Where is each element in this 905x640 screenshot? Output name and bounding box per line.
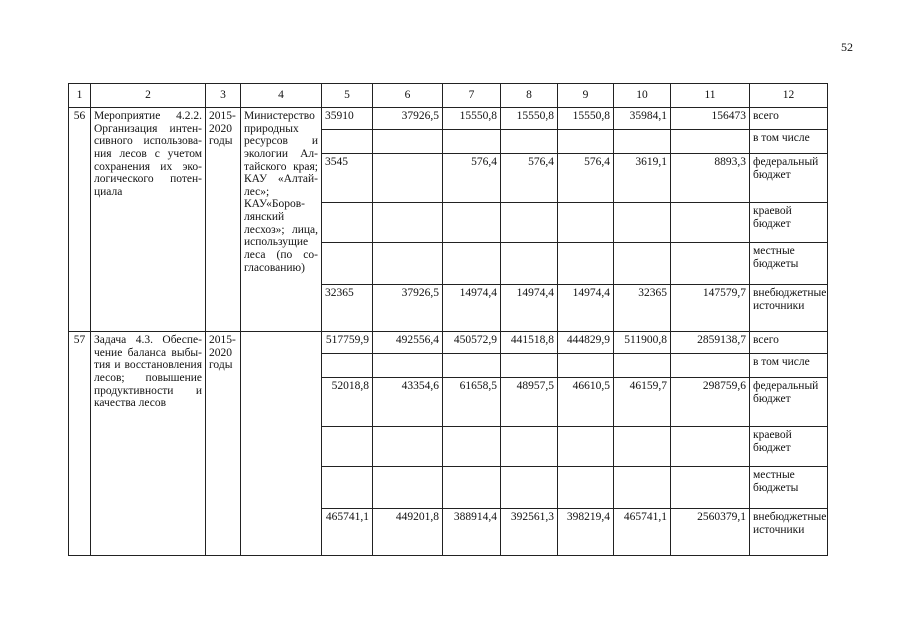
value-cell (501, 130, 558, 154)
value-cell: 298759,6 (671, 378, 750, 427)
value-cell (443, 243, 501, 285)
source-label: федеральный бюджет (750, 154, 828, 203)
value-cell (322, 354, 373, 378)
value-cell (558, 130, 614, 154)
value-cell: 147579,7 (671, 285, 750, 332)
source-label: федеральный бюджет (750, 378, 828, 427)
value-cell (558, 354, 614, 378)
source-label: внебюджетные источники (750, 509, 828, 556)
source-label: краевой бюджет (750, 203, 828, 243)
value-cell (501, 427, 558, 467)
header-cell: 9 (558, 84, 614, 108)
value-cell (443, 203, 501, 243)
value-cell: 392561,3 (501, 509, 558, 556)
page-number: 52 (841, 40, 853, 54)
value-cell (443, 467, 501, 509)
row-number: 56 (69, 108, 91, 332)
source-label: всего (750, 332, 828, 354)
header-cell: 10 (614, 84, 671, 108)
value-cell (373, 467, 443, 509)
value-cell (322, 427, 373, 467)
value-cell: 441518,8 (501, 332, 558, 354)
value-cell (501, 467, 558, 509)
value-cell: 388914,4 (443, 509, 501, 556)
value-cell (671, 243, 750, 285)
budget-table (68, 83, 828, 556)
value-cell: 2859138,7 (671, 332, 750, 354)
value-cell: 3619,1 (614, 154, 671, 203)
value-cell: 450572,9 (443, 332, 501, 354)
value-cell (558, 203, 614, 243)
value-cell (614, 243, 671, 285)
value-cell: 511900,8 (614, 332, 671, 354)
value-cell: 2560379,1 (671, 509, 750, 556)
header-row (69, 84, 828, 108)
source-label: в том числе (750, 130, 828, 154)
value-cell (373, 427, 443, 467)
value-cell: 576,4 (501, 154, 558, 203)
measure-name: Задача 4.3. Обеспечение баланса выбытия и восстановления лесов; повышение продуктивности и качества лесов (91, 332, 206, 556)
source-label: в том числе (750, 354, 828, 378)
value-cell: 3545 (322, 154, 373, 203)
table-body (69, 84, 828, 556)
value-cell: 35984,1 (614, 108, 671, 130)
value-cell (558, 243, 614, 285)
header-cell: 3 (206, 84, 241, 108)
value-cell: 15550,8 (443, 108, 501, 130)
value-cell: 32365 (614, 285, 671, 332)
value-cell (443, 130, 501, 154)
value-cell: 46159,7 (614, 378, 671, 427)
value-cell (322, 203, 373, 243)
value-cell: 8893,3 (671, 154, 750, 203)
header-cell: 4 (241, 84, 322, 108)
header-cell: 5 (322, 84, 373, 108)
value-cell (501, 354, 558, 378)
value-cell (671, 354, 750, 378)
value-cell: 61658,5 (443, 378, 501, 427)
executor: Министерство природных ресурсов и экологии Алтайского края; КАУ «Алтайлес»; КАУ«Боровлянский лесхоз»; лица, использущие леса (по согласованию) (241, 108, 322, 332)
value-cell: 465741,1 (614, 509, 671, 556)
value-cell: 576,4 (443, 154, 501, 203)
value-cell: 576,4 (558, 154, 614, 203)
value-cell: 37926,5 (373, 285, 443, 332)
value-cell (501, 203, 558, 243)
header-cell: 11 (671, 84, 750, 108)
executor (241, 332, 322, 556)
value-cell (373, 130, 443, 154)
value-cell: 517759,9 (322, 332, 373, 354)
value-cell (671, 130, 750, 154)
value-cell: 444829,9 (558, 332, 614, 354)
value-cell (443, 427, 501, 467)
value-cell: 32365 (322, 285, 373, 332)
value-cell (614, 130, 671, 154)
value-cell: 15550,8 (558, 108, 614, 130)
value-cell (558, 427, 614, 467)
value-cell (671, 467, 750, 509)
value-cell (322, 243, 373, 285)
value-cell: 46610,5 (558, 378, 614, 427)
value-cell: 14974,4 (558, 285, 614, 332)
value-cell (373, 243, 443, 285)
value-cell (614, 203, 671, 243)
value-cell: 52018,8 (322, 378, 373, 427)
measure-name: Мероприятие 4.2.2. Организация интенсивного использования лесов с учетом сохранения их экологического потенциала (91, 108, 206, 332)
value-cell (373, 203, 443, 243)
value-cell: 398219,4 (558, 509, 614, 556)
value-cell (671, 203, 750, 243)
value-cell: 14974,4 (443, 285, 501, 332)
period: 2015-2020 годы (206, 108, 241, 332)
value-cell: 156473 (671, 108, 750, 130)
value-cell (322, 130, 373, 154)
value-cell: 35910 (322, 108, 373, 130)
value-cell (614, 467, 671, 509)
header-cell: 6 (373, 84, 443, 108)
value-cell (671, 427, 750, 467)
value-cell: 492556,4 (373, 332, 443, 354)
table-row (69, 332, 828, 354)
value-cell: 14974,4 (501, 285, 558, 332)
value-cell: 37926,5 (373, 108, 443, 130)
value-cell (373, 354, 443, 378)
value-cell (558, 467, 614, 509)
source-label: внебюджетные источники (750, 285, 828, 332)
header-cell: 12 (750, 84, 828, 108)
value-cell: 15550,8 (501, 108, 558, 130)
table-row (69, 108, 828, 130)
period: 2015-2020 годы (206, 332, 241, 556)
source-label: всего (750, 108, 828, 130)
value-cell: 465741,1 (322, 509, 373, 556)
value-cell (614, 427, 671, 467)
value-cell: 48957,5 (501, 378, 558, 427)
source-label: краевой бюджет (750, 427, 828, 467)
value-cell (443, 354, 501, 378)
source-label: местные бюджеты (750, 243, 828, 285)
header-cell: 8 (501, 84, 558, 108)
value-cell (501, 243, 558, 285)
row-number: 57 (69, 332, 91, 556)
value-cell: 43354,6 (373, 378, 443, 427)
header-cell: 7 (443, 84, 501, 108)
value-cell (373, 154, 443, 203)
value-cell: 449201,8 (373, 509, 443, 556)
header-cell: 2 (91, 84, 206, 108)
value-cell (614, 354, 671, 378)
source-label: местные бюджеты (750, 467, 828, 509)
value-cell (322, 467, 373, 509)
header-cell: 1 (69, 84, 91, 108)
